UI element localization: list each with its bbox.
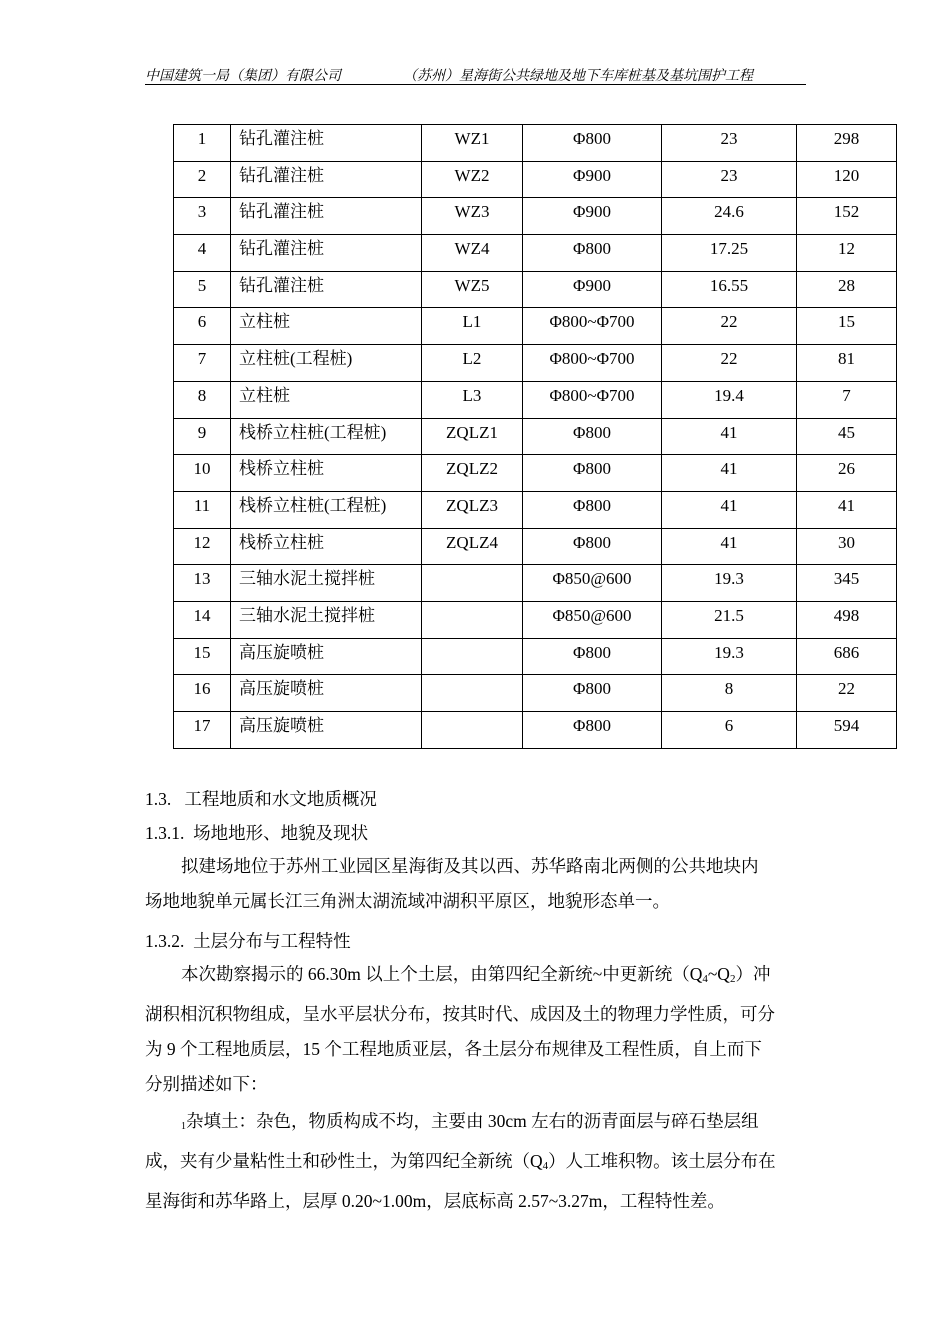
cell-code (422, 528, 523, 565)
cell-length-text: 19.3 (714, 642, 744, 662)
cell-diameter (523, 565, 662, 602)
cell-no (174, 161, 231, 198)
cell-no-text: 11 (193, 495, 211, 515)
fill-sub-q4: 4 (542, 1160, 549, 1172)
table-row (174, 675, 897, 712)
section-heading-1-3-2: 1.3.2. 土层分布与工程特性 (145, 931, 351, 951)
table-row (174, 381, 897, 418)
cell-name (231, 345, 422, 382)
cell-length (662, 381, 797, 418)
cell-count-text: 45 (838, 422, 855, 442)
fill-text-1: 杂填土：杂色，物质构成不均，主要由 30cm 左右的沥青面层与碎石垫层组 (186, 1111, 759, 1131)
cell-no-text: 9 (197, 422, 207, 442)
cell-code (422, 271, 523, 308)
header-project: （苏州）星海街公共绿地及地下车库桩基及基坑围护工程 (403, 69, 753, 84)
cell-code-text (422, 712, 522, 716)
cell-length (662, 198, 797, 235)
cell-length (662, 675, 797, 712)
fill-layer-marker: 1 (181, 1121, 186, 1132)
cell-diameter (523, 491, 662, 528)
table-row (174, 455, 897, 492)
cell-name-text: 三轴水泥土搅拌桩 (239, 569, 375, 589)
soil-text-1a: 本次勘察揭示的 66.30m 以上个土层，由第四纪全新统~中更新统（Q (181, 964, 703, 984)
cell-name-text: 栈桥立柱桩(工程桩) (239, 422, 387, 442)
cell-length-text: 6 (724, 716, 734, 735)
cell-count (797, 565, 897, 602)
cell-code-text: WZ1 (454, 129, 490, 148)
cell-no (174, 198, 231, 235)
cell-name (231, 675, 422, 712)
cell-name (231, 235, 422, 272)
cell-length-text: 8 (724, 679, 734, 699)
paragraph-fill-line-3: 星海街和苏华路上，层厚 0.20~1.00m，层底标高 2.57~3.27m，工程特性差。 (145, 1191, 725, 1211)
cell-count-text: 594 (833, 716, 860, 735)
fill-text-2b: ）人工堆积物。该土层分布在 (548, 1151, 776, 1171)
cell-diameter-text: Φ800~Φ700 (549, 349, 635, 369)
cell-diameter-text: Φ800 (573, 716, 611, 735)
cell-no (174, 565, 231, 602)
cell-no-text: 4 (197, 239, 207, 259)
cell-no (174, 491, 231, 528)
cell-name-text: 钻孔灌注桩 (239, 239, 324, 259)
cell-name (231, 418, 422, 455)
cell-count-text: 30 (838, 532, 855, 552)
cell-code-text: ZQLZ3 (446, 495, 498, 515)
paragraph-fill (145, 1104, 825, 1219)
cell-diameter-text: Φ800~Φ700 (549, 312, 635, 332)
paragraph-soil-line-3: 为 9 个工程地质层，15 个工程地质亚层，各土层分布规律及工程性质，自上而下 (145, 1039, 762, 1059)
cell-code-text (422, 565, 522, 569)
cell-length (662, 455, 797, 492)
cell-code-text: WZ2 (454, 165, 490, 185)
cell-count (797, 528, 897, 565)
table-row (174, 712, 897, 749)
cell-no (174, 455, 231, 492)
paragraph-soil-line-4: 分别描述如下： (145, 1074, 268, 1094)
cell-count-text: 498 (833, 605, 860, 625)
cell-count (797, 455, 897, 492)
cell-length-text: 41 (720, 495, 738, 515)
cell-name-text: 钻孔灌注桩 (239, 165, 324, 185)
cell-count-text: 15 (838, 312, 855, 332)
cell-no-text: 1 (197, 129, 207, 148)
cell-name (231, 712, 422, 749)
cell-diameter-text: Φ900 (573, 202, 611, 222)
paragraph-terrain (145, 849, 825, 919)
cell-code (422, 418, 523, 455)
cell-code (422, 308, 523, 345)
table-row (174, 345, 897, 382)
cell-length (662, 528, 797, 565)
cell-length (662, 418, 797, 455)
cell-diameter (523, 418, 662, 455)
cell-diameter (523, 235, 662, 272)
cell-length-text: 21.5 (714, 605, 744, 625)
section-heading-1-3: 1.3. 工程地质和水文地质概况 (145, 789, 377, 809)
cell-count (797, 601, 897, 638)
cell-code (422, 712, 523, 749)
cell-count-text: 686 (833, 642, 860, 662)
cell-count-text: 28 (838, 275, 855, 295)
cell-name-text: 高压旋喷桩 (239, 716, 324, 735)
cell-count (797, 638, 897, 675)
table-row (174, 491, 897, 528)
cell-diameter (523, 712, 662, 749)
table-row (174, 271, 897, 308)
cell-code (422, 198, 523, 235)
paragraph-soil (145, 957, 825, 1102)
table-row (174, 418, 897, 455)
cell-diameter-text: Φ900 (573, 165, 611, 185)
cell-no (174, 528, 231, 565)
cell-name (231, 161, 422, 198)
cell-count-text: 41 (838, 495, 855, 515)
cell-length-text: 17.25 (709, 239, 749, 259)
cell-name (231, 271, 422, 308)
cell-count-text: 7 (842, 385, 851, 405)
cell-code-text: L3 (462, 385, 482, 405)
soil-text-1b: ~Q (707, 964, 730, 984)
cell-diameter (523, 638, 662, 675)
table-row (174, 565, 897, 602)
cell-no (174, 712, 231, 749)
cell-count (797, 675, 897, 712)
cell-code (422, 161, 523, 198)
cell-no (174, 675, 231, 712)
cell-count-text: 22 (838, 679, 855, 699)
cell-diameter-text: Φ800 (573, 679, 611, 699)
cell-length-text: 41 (720, 532, 738, 552)
soil-sub-q2: 2 (729, 973, 736, 985)
cell-count (797, 125, 897, 162)
cell-length-text: 41 (720, 459, 738, 479)
cell-diameter (523, 455, 662, 492)
paragraph-fill-line-1 (145, 1104, 825, 1144)
cell-no-text: 7 (197, 349, 207, 369)
cell-no-text: 5 (197, 275, 207, 295)
cell-length-text: 41 (720, 422, 738, 442)
cell-code-text: L1 (462, 312, 482, 332)
cell-length-text: 19.4 (714, 385, 744, 405)
cell-code-text (422, 602, 522, 606)
cell-length (662, 235, 797, 272)
cell-no (174, 308, 231, 345)
cell-name (231, 125, 422, 162)
soil-sub-q4: 4 (702, 973, 708, 985)
cell-no-text: 10 (193, 459, 211, 479)
cell-name-text: 钻孔灌注桩 (239, 275, 324, 295)
cell-count (797, 345, 897, 382)
paragraph-terrain-line-2: 场地地貌单元属长江三角洲太湖流域冲湖积平原区，地貌形态单一。 (145, 891, 670, 911)
cell-length-text: 24.6 (714, 202, 744, 222)
cell-length (662, 638, 797, 675)
table-row (174, 601, 897, 638)
cell-no-text: 15 (193, 642, 211, 662)
cell-code-text: ZQLZ1 (446, 422, 498, 442)
cell-code (422, 455, 523, 492)
cell-length (662, 308, 797, 345)
cell-name-text: 钻孔灌注桩 (239, 129, 324, 148)
paragraph-fill-line-2 (145, 1144, 825, 1184)
cell-length (662, 565, 797, 602)
cell-no-text: 13 (193, 569, 211, 589)
cell-name (231, 601, 422, 638)
cell-count-text: 26 (838, 459, 855, 479)
cell-diameter-text: Φ800 (573, 642, 611, 662)
cell-no (174, 638, 231, 675)
cell-no-text: 2 (197, 165, 207, 185)
cell-no (174, 235, 231, 272)
cell-count-text: 120 (833, 165, 860, 185)
paragraph-soil-line-1 (145, 957, 825, 997)
cell-diameter (523, 601, 662, 638)
cell-name-text: 栈桥立柱桩(工程桩) (239, 495, 387, 515)
cell-count (797, 161, 897, 198)
cell-count (797, 381, 897, 418)
cell-code (422, 125, 523, 162)
cell-code-text: WZ4 (454, 239, 490, 259)
cell-count (797, 308, 897, 345)
cell-no-text: 14 (193, 605, 211, 625)
cell-diameter-text: Φ800 (573, 495, 611, 515)
cell-name-text: 栈桥立柱桩 (239, 459, 324, 479)
cell-no (174, 381, 231, 418)
cell-no-text: 6 (197, 312, 207, 332)
table-row (174, 638, 897, 675)
table-row (174, 308, 897, 345)
cell-name (231, 491, 422, 528)
cell-diameter-text: Φ850@600 (552, 605, 632, 625)
cell-code (422, 675, 523, 712)
cell-diameter (523, 381, 662, 418)
cell-no-text: 3 (197, 202, 207, 222)
cell-diameter-text: Φ800 (573, 459, 611, 479)
cell-count (797, 418, 897, 455)
cell-no-text: 12 (193, 532, 211, 552)
cell-length-text: 19.3 (714, 569, 744, 589)
cell-count (797, 491, 897, 528)
cell-count (797, 271, 897, 308)
cell-diameter-text: Φ800 (573, 532, 611, 552)
cell-length (662, 601, 797, 638)
cell-diameter (523, 528, 662, 565)
cell-code (422, 381, 523, 418)
table-row (174, 161, 897, 198)
cell-count (797, 198, 897, 235)
cell-diameter-text: Φ800 (573, 422, 611, 442)
cell-count-text: 345 (833, 569, 860, 589)
cell-count (797, 712, 897, 749)
cell-no (174, 125, 231, 162)
cell-name (231, 638, 422, 675)
fill-text-2a: 成，夹有少量粘性土和砂性土，为第四纪全新统（Q (145, 1151, 543, 1171)
cell-code-text: L2 (462, 349, 482, 369)
table-row (174, 198, 897, 235)
cell-name-text: 高压旋喷桩 (239, 642, 324, 662)
pile-table (173, 124, 897, 749)
cell-diameter-text: Φ850@600 (552, 569, 632, 589)
cell-diameter-text: Φ800~Φ700 (549, 385, 635, 405)
cell-diameter (523, 198, 662, 235)
cell-length-text: 22 (720, 312, 738, 332)
cell-name (231, 455, 422, 492)
cell-code-text (422, 675, 522, 679)
cell-code-text (422, 639, 522, 643)
cell-diameter-text: Φ900 (573, 275, 611, 295)
cell-diameter (523, 345, 662, 382)
cell-no (174, 601, 231, 638)
cell-code (422, 491, 523, 528)
cell-name (231, 528, 422, 565)
cell-code (422, 601, 523, 638)
cell-name-text: 栈桥立柱桩 (239, 532, 324, 552)
cell-name-text: 立柱桩(工程桩) (239, 349, 353, 369)
table-row (174, 528, 897, 565)
cell-length-text: 23 (720, 165, 738, 185)
cell-count-text: 81 (838, 349, 855, 369)
cell-length (662, 125, 797, 162)
page-header (145, 64, 806, 85)
cell-no (174, 271, 231, 308)
soil-text-1c: ）冲 (735, 964, 771, 984)
cell-code (422, 638, 523, 675)
cell-code-text: WZ3 (454, 202, 490, 222)
cell-count (797, 235, 897, 272)
cell-no (174, 418, 231, 455)
cell-name (231, 308, 422, 345)
header-company: 中国建筑一局（集团）有限公司 (145, 69, 341, 84)
cell-diameter (523, 125, 662, 162)
cell-no-text: 8 (197, 385, 207, 405)
cell-name-text: 立柱桩 (239, 312, 290, 332)
cell-length (662, 491, 797, 528)
table-row (174, 125, 897, 162)
cell-length (662, 161, 797, 198)
cell-length-text: 16.55 (709, 275, 749, 295)
paragraph-terrain-line-1: 拟建场地位于苏州工业园区星海街及其以西、苏华路南北两侧的公共地块内 (181, 856, 759, 876)
cell-length (662, 345, 797, 382)
cell-code (422, 565, 523, 602)
cell-count-text: 152 (833, 202, 860, 222)
cell-length-text: 23 (720, 129, 738, 148)
cell-name (231, 198, 422, 235)
table-row (174, 235, 897, 272)
cell-count-text: 298 (833, 129, 860, 148)
paragraph-soil-line-2: 湖积相沉积物组成，呈水平层状分布，按其时代、成因及土的物理力学性质，可分 (145, 1004, 775, 1024)
cell-name (231, 381, 422, 418)
cell-diameter (523, 161, 662, 198)
cell-no (174, 345, 231, 382)
cell-diameter (523, 675, 662, 712)
cell-name-text: 三轴水泥土搅拌桩 (239, 605, 375, 625)
cell-name-text: 立柱桩 (239, 385, 290, 405)
pile-table-body (174, 125, 897, 749)
cell-diameter-text: Φ800 (573, 239, 611, 259)
cell-no-text: 17 (193, 716, 211, 735)
cell-length (662, 271, 797, 308)
cell-code (422, 345, 523, 382)
cell-length-text: 22 (720, 349, 738, 369)
cell-diameter-text: Φ800 (573, 129, 611, 148)
cell-code-text: WZ5 (454, 275, 490, 295)
cell-name (231, 565, 422, 602)
cell-diameter (523, 271, 662, 308)
section-heading-1-3-1: 1.3.1. 场地地形、地貌及现状 (145, 823, 369, 843)
cell-diameter (523, 308, 662, 345)
cell-name-text: 高压旋喷桩 (239, 679, 324, 699)
cell-name-text: 钻孔灌注桩 (239, 202, 324, 222)
cell-length (662, 712, 797, 749)
cell-no-text: 16 (193, 679, 211, 699)
cell-code-text: ZQLZ4 (446, 532, 498, 552)
cell-code-text: ZQLZ2 (446, 459, 498, 479)
cell-count-text: 12 (838, 239, 855, 259)
cell-code (422, 235, 523, 272)
